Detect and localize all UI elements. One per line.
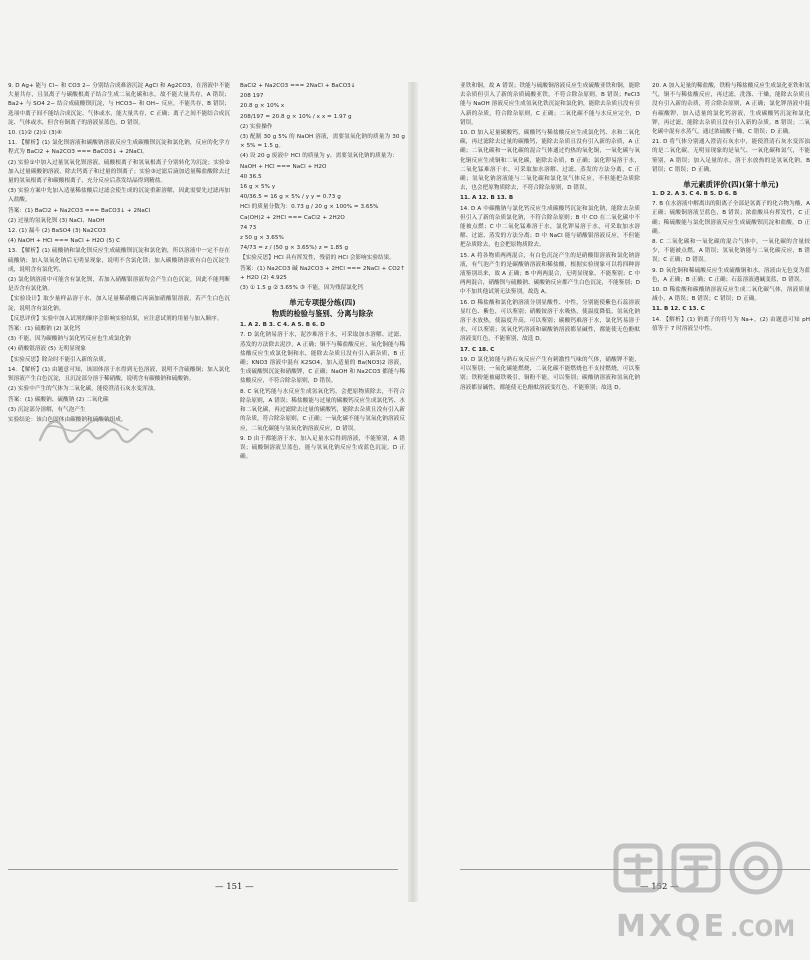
- left-page-column-2: [240, 82, 405, 864]
- answer-paragraph: 1. D 2. A 3. C 4. B 5. D 6. B: [652, 191, 738, 198]
- answer-paragraph: 15. A 将各物质两两混合，有白色沉淀产生的是硝酸银溶液和氯化钠溶液，有气泡产生的是碳酸钠溶液和稀盐酸，根据实验现象可以将四种溶液鉴别出来，故 A 正确；B 中两两混合，无明显现象，不能鉴别；C 中两两混合，硝酸钡与硫酸钠、碳酸钠反应都产生白色沉淀，不能鉴别；D 中不加其他试剂无法鉴别，故选 A。: [460, 252, 640, 296]
- answer-paragraph: 10. D 加入足量碳酸钙，碳酸钙与稀盐酸反应生成氯化钙、水和二氧化碳，再过滤除去过量的碳酸钙，能除去杂质且没有引入新的杂质，A 正确；二氧化碳和一氧化碳的混合气体通过灼热的氧化铜，一氧化碳与氧化铜反应生成铜和二氧化碳，能除去杂质，B 正确；氯化钾易溶于水，二氧化锰难溶于水，可采取加水溶解、过滤、蒸发的方法分离，C 正确；氢氧化钠溶液能与二氧化碳和氯化氢气体反应，不但能把杂质除去，也会把原物质除去，不符合除杂原则，D 错误。: [460, 130, 640, 192]
- answer-paragraph: 40 36.5: [240, 173, 262, 180]
- answer-paragraph: (2) 实验中产生的气体为二氧化碳，能使澄清石灰水变浑浊。: [8, 386, 159, 393]
- answer-paragraph: NaOH + HCl === NaCl + H2O: [240, 163, 327, 170]
- unit-title: 单元素质评价(四)(第十单元): [683, 180, 779, 190]
- answer-paragraph: (2) 实验操作: [240, 123, 273, 130]
- answer-paragraph: Ca(OH)2 + 2HCl === CaCl2 + 2H2O: [240, 214, 345, 221]
- answer-paragraph: z 50 g × 3.65%: [240, 235, 284, 242]
- answer-paragraph: 【实验反思】HCl 具有挥发性，残留的 HCl 会影响实验结果。: [240, 255, 395, 262]
- answer-paragraph: 亚铁和铜，故 A 错误；铁能与硫酸铜溶液反应生成硫酸亚铁和铜，能除去杂质但引入了新的杂质硫酸亚铁，不符合除杂原则，B 错误；FeCl3 能与 NaOH 溶液反应生成氢氧化铁沉淀和氯化钠，能除去杂质且没有引入新的杂质，符合除杂原则，C 正确；二氧化碳不能与水反应完全，D 错误。: [460, 83, 640, 126]
- answer-paragraph: 答案：(1) BaCl2 + Na2CO3 === BaCO3↓ + 2NaCl: [8, 207, 151, 214]
- answer-paragraph: (4) 硝酸银溶液 (5) 无明显现象: [8, 346, 87, 353]
- answer-paragraph: 答案：(1) 碳酸钠、硫酸钠 (2) 二氧化碳: [8, 396, 109, 403]
- answer-paragraph: 208 197: [240, 93, 264, 100]
- answer-paragraph: 14. 【解析】(1) 钠离子的符号为 Na+，(2) 由题意可知 pH 值等于 7 时溶液呈中性。: [652, 316, 810, 332]
- answer-paragraph: 17. C 18. C: [460, 346, 495, 353]
- answer-paragraph: 11. A 12. B 13. B: [460, 195, 514, 202]
- answer-paragraph: (3) 不能，因为碳酸钠与氯化钙反应也生成氯化钠: [8, 336, 131, 343]
- svg-text:.COM: .COM: [730, 917, 796, 942]
- answer-paragraph: 74/73 = z / (50 g × 3.65%) z = 1.85 g: [240, 245, 349, 252]
- answer-paragraph: (4) NaOH + HCl === NaCl + H2O (5) C: [8, 238, 121, 245]
- answer-paragraph: 16. D 稀盐酸和氯化钠溶液分别显酸性、中性，分别能使紫色石蕊溶液显红色、紫色，可以鉴别；硝酸铵溶于水吸热，使温度降低，氢氧化钠溶于水放热，使温度升高，可以鉴别；碳酸钙难溶于水，氯化钙易溶于水，可以鉴别；氢氧化钙溶液和碳酸钠溶液都显碱性，都能使无色酚酞溶液变红色，不能鉴别，故选 D。: [460, 299, 640, 343]
- right-page: [420, 82, 810, 902]
- unit-subtitle: 物质的检验与鉴别、分离与除杂: [271, 309, 374, 319]
- footer-rule: [8, 869, 398, 870]
- left-page: [0, 82, 405, 902]
- answer-paragraph: (3) 实验方案中先加入适量稀盐酸后过滤会使生成的沉淀重新溶解，因此需要先过滤再加入盐酸。: [8, 188, 230, 204]
- answer-paragraph: 20.8 g × 10% x: [240, 103, 285, 110]
- answer-paragraph: 8. C 二氧化碳和一氧化碳的混合气体中，一氧化碳的含量较少，不能被点燃，A 错误；氢氧化钠能与二氧化碳反应，B 错误；C 正确；D 错误。: [652, 239, 810, 264]
- answer-paragraph: 实验结论：该白色固体由碳酸钠和硫酸钠组成。: [8, 416, 127, 423]
- answer-paragraph: 7. D 氯化钠易溶于水，泥沙难溶于水，可采取加水溶解、过滤、蒸发的方法除去泥沙，A 正确；铜不与稀盐酸反应，氧化铜能与稀盐酸反应生成氯化铜和水，能除去杂质且没有引入新杂质，B 正确；KNO3 溶液中混有 K2SO4，加入适量的 Ba(NO3)2 溶液，生成硫酸钡沉淀和硝酸钾，C 正确；NaOH 和 Na2CO3 都能与稀盐酸反应，不符合除杂原则，D 错误。: [240, 332, 405, 385]
- answer-paragraph: (3) 沉淀部分溶解，有气泡产生: [8, 406, 86, 413]
- answer-paragraph: 【反思评价】实验中加入试剂的顺序会影响实验结果，应注意试剂的用量与加入顺序。: [8, 315, 223, 322]
- answer-paragraph: 14. 【解析】(1) 由题意可知，该固体溶于水得到无色溶液，说明不含硫酸铜；加入氯化钡溶液产生白色沉淀，且沉淀部分溶于稀硝酸，说明含有碳酸钠和硫酸钠。: [8, 366, 230, 383]
- answer-paragraph: 【实验反思】除杂时不能引入新的杂质。: [8, 356, 110, 363]
- answer-paragraph: 1. A 2. B 3. C 4. A 5. B 6. D: [240, 322, 325, 329]
- left-page-column-1: [8, 82, 230, 864]
- answer-paragraph: 12. (1) 漏斗 (2) BaSO4 (3) Na2CO3: [8, 228, 106, 235]
- page-number: — 151 —: [215, 882, 254, 892]
- answer-paragraph: 答案：(1) Na2CO3 碱 Na2CO3 + 2HCl === 2NaCl + CO2↑ + H2O (2) 4.925: [240, 265, 405, 281]
- answer-paragraph: (3) 配制 30 g 5% 的 NaOH 溶液，需要氢氧化钠的质量为 30 g × 5% = 1.5 g。: [240, 134, 405, 150]
- answer-paragraph: 19. D 氯化铵能与熟石灰反应产生有刺激性气味的气体，硝酸钾不能，可以鉴别；一氧化碳能燃烧，二氧化碳不能燃烧也不支持燃烧，可以鉴别；铁粉能被磁铁吸引，铜粉不能，可以鉴别；碳酸钠溶液和氢氧化钠溶液都显碱性，都能使无色酚酞溶液变红色，不能鉴别；故选 D。: [460, 356, 640, 391]
- page-number: — 152 —: [640, 882, 679, 892]
- answer-paragraph: HCl 的质量分数为：0.73 g / 20 g × 100% = 3.65%: [240, 204, 379, 211]
- answer-paragraph: 7. B 在水溶液中解离出的阳离子全部是氢离子的化合物为酸，A 正确；硫酸铜溶液呈蓝色，B 错误；浓盐酸具有挥发性，C 正确；稀硫酸能与氯化钡溶液反应生成硫酸钡沉淀和盐酸，D 正确。: [652, 201, 810, 235]
- unit-title: 单元专项提分练(四): [289, 298, 356, 308]
- answer-paragraph: 40/36.5 = 16 g × 5% / y y = 0.73 g: [240, 194, 341, 201]
- answer-paragraph: 11. 【解析】(1) 氯化钡溶液和碳酸钠溶液反应生成碳酸钡沉淀和氯化钠，反应的化学方程式为 BaCl2 + Na2CO3 === BaCO3↓ + 2NaCl。: [8, 140, 230, 156]
- book-spine: [408, 82, 418, 902]
- answer-paragraph: 16 g × 5% y: [240, 184, 276, 191]
- seal-stamp-icon: [36, 410, 156, 446]
- answer-paragraph: 答案：(1) 硫酸钠 (2) 氯化钙: [8, 326, 81, 333]
- answer-paragraph: 11. B 12. C 13. C: [652, 306, 705, 313]
- answer-paragraph: 9. D 氧化铜和稀硫酸反应生成硫酸铜和水，溶液由无色变为蓝色，A 正确；B 正确；C 正确；石蕊溶液遇碱变蓝，D 错误。: [652, 267, 810, 283]
- answer-paragraph: 74 73: [240, 224, 257, 231]
- answer-paragraph: 21. D 将气体分别通入澄清石灰水中，能使澄清石灰水变浑浊的是二氧化碳，无明显现象的是氧气、一氧化碳和氮气，不能鉴别，A 错误；加入足量的水，溶于水放热的是氢氧化钠，B 错误；C 错误；D 正确。: [652, 139, 810, 173]
- answer-paragraph: 208/197 = 20.8 g × 10% / x x = 1.97 g: [240, 113, 352, 120]
- svg-text:MXQE: MXQE: [616, 909, 727, 944]
- answer-paragraph: (3) ① 1.5 g ② 3.65% ③ 不能，因为残留氯化钙: [240, 285, 364, 292]
- answer-paragraph: (4) 设 20 g 废液中 HCl 的质量为 y，需要氢氧化钠的质量为：: [240, 153, 398, 160]
- answer-site-watermark-icon: [604, 832, 804, 952]
- answer-paragraph: 8. C 氧化钙能与水反应生成氢氧化钙，会把原物质除去，不符合除杂原则，A 错误；稀盐酸能与过量的碳酸钙反应生成氯化钙、水和二氧化碳，再过滤除去过量的碳酸钙，能除去杂质且没有引入新的杂质，符合除杂原则，C 正确；一氧化碳不能与氢氧化钠溶液反应，二氧化碳能与氢氧化钠溶液反应，D 错误。: [240, 388, 405, 432]
- answer-paragraph: 9. D Ag+ 能与 Cl− 和 CO3 2− 分别结合成难溶沉淀 AgCl 和 Ag2CO3，在溶液中不能大量共存，且氢离子与碳酸根离子结合生成二氧化碳和水，故不能大量共存，A 错误；Ba2+ 与 SO4 2− 结合成硫酸钡沉淀，与 HCO3− 和 OH− 反应，不能共存，B 错误；选项中离子间不能结合成沉淀、气体或水，能大量共存，C 正确；离子之间不能结合成沉淀、气体或水，但含有铜离子的溶液显蓝色，D 错误。: [8, 83, 230, 126]
- right-page-column-2: [652, 82, 810, 864]
- answer-paragraph: (2) 氯化钠溶液中可能含有氯化钡，若加入硝酸银溶液均会产生白色沉淀，因此不能判断是否含有氯化钠。: [8, 277, 230, 293]
- answer-paragraph: 9. D 由于都能溶于水，加入足量水后得到溶液，不能鉴别，A 错误；硫酸铜溶液呈蓝色，能与氢氧化钠反应生成蓝色沉淀，D 正确。: [240, 435, 405, 461]
- right-page-column-1: [460, 82, 640, 864]
- answer-paragraph: 13. 【解析】(1) 硫酸钠和氯化钡反应生成硫酸钡沉淀和氯化钠，所以溶液中一定不存在硫酸钠；加入氢氧化钠后无明显现象，说明不含氯化镁；加入碳酸钠溶液有白色沉淀生成，说明含有氯化钙。: [8, 248, 230, 273]
- answer-paragraph: BaCl2 + Na2CO3 === 2NaCl + BaCO3↓: [240, 83, 356, 89]
- answer-paragraph: 14. D A 中碳酸钠与氯化钙反应生成碳酸钙沉淀和氯化钠，能除去杂质但引入了新的杂质氯化钠，不符合除杂原则；B 中 CO 在二氧化碳中不能被点燃；C 中二氧化锰难溶于水，氯化钾易溶于水，可采取加水溶解、过滤、蒸发的方法分离；D 中 NaCl 能与硝酸银溶液反应，不但能把杂质除去，也会把原物质除去。: [460, 205, 640, 249]
- answer-paragraph: 10. D 稀盐酸和碳酸钠溶液反应生成二氧化碳气体，溶液质量减小，A 错误；B 错误；C 错误；D 正确。: [652, 287, 810, 303]
- answer-paragraph: 【实验设计】取少量样品溶于水，加入足量稀硝酸后再滴加硝酸银溶液，若产生白色沉淀，说明含有氯化钠。: [8, 296, 230, 312]
- answer-paragraph: 10. (1)② (2)① (3)④: [8, 130, 62, 137]
- answer-paragraph: (2) 实验①中加入过量氢氧化钡溶液，硫酸根离子和氢氧根离子分别转化为沉淀；实验②加入过量碳酸钠溶液，除去钙离子和过量的钡离子；实验③过滤后滴加适量稀盐酸除去过量的氢氧根离子和碳酸根离子，充分反应后蒸发结晶得到精盐。: [8, 159, 230, 185]
- answer-paragraph: 20. A 加入足量的稀盐酸，铁粉与稀盐酸反应生成氯化亚铁和氢气，铜不与稀盐酸反应，再过滤，洗涤、干燥，能除去杂质且没有引入新的杂质，符合除杂原则，A 正确；氯化钾溶液中混有碳酸钾，加入适量的氯化钙溶液，生成碳酸钙沉淀和氯化钾，再过滤，能除去杂质且没有引入新的杂质，B 错误；二氧化碳中混有水蒸气，通过浓硫酸干燥，C 错误；D 正确。: [652, 83, 810, 136]
- answer-paragraph: (2) 过量的氢氧化钡 (3) NaCl、NaOH: [8, 217, 105, 224]
